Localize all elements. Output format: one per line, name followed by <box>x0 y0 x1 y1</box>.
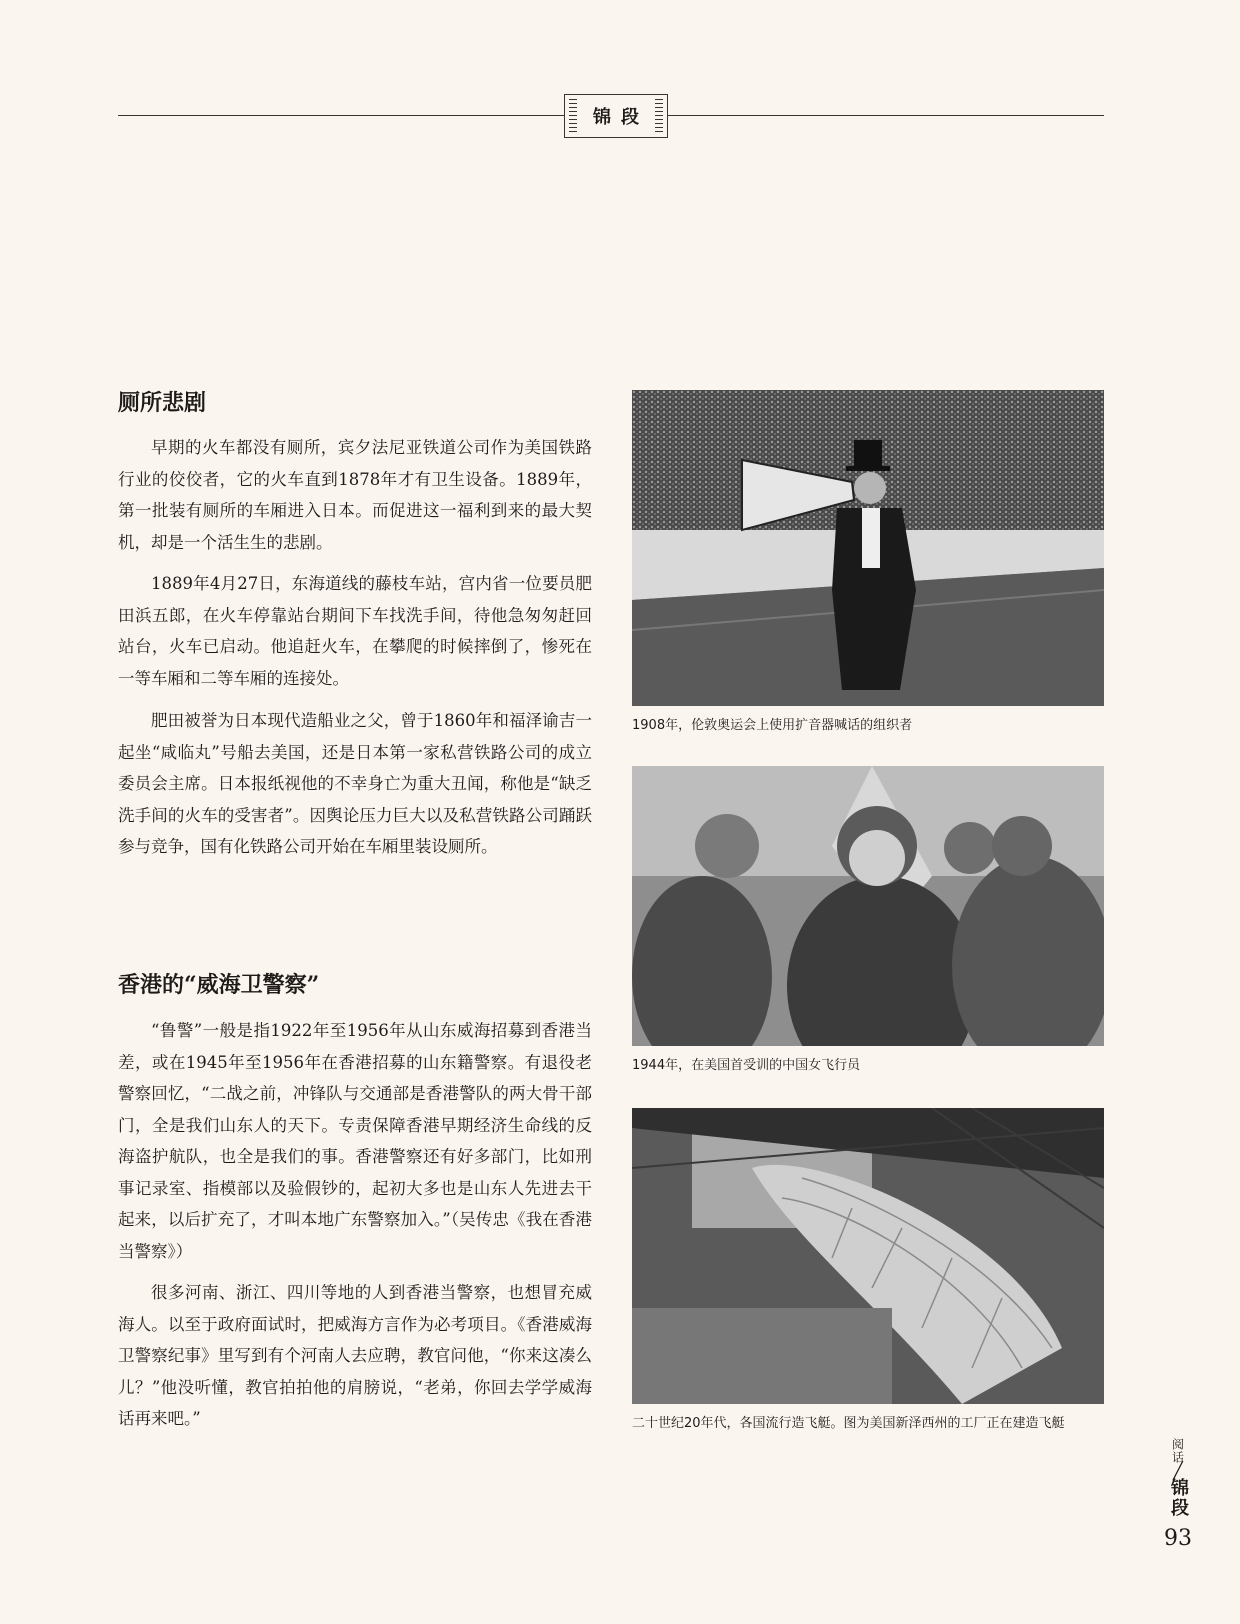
photo-caption: 1908年，伦敦奥运会上使用扩音器喊话的组织者 <box>632 718 913 733</box>
section-badge-label: 锦段 <box>593 107 649 128</box>
photo-airship-factory <box>632 1108 1104 1404</box>
photo-chinese-female-pilots <box>632 766 1104 1046</box>
photo-caption: 二十世纪20年代，各国流行造飞艇。图为美国新泽西州的工厂正在建造飞艇 <box>632 1416 1065 1431</box>
folio-category: 阅话 <box>1170 1438 1185 1464</box>
photo-caption: 1944年，在美国首受训的中国女飞行员 <box>632 1058 861 1073</box>
article-title-toilet-tragedy: 厕所悲剧 <box>118 390 207 416</box>
article-paragraph: 很多河南、浙江、四川等地的人到香港当警察，也想冒充威海人。以至于政府面试时，把威海方言作为必考项目。《香港威海卫警察纪事》里写到有个河南人去应聘，教官问他，“你来这凑么儿？”他没听懂，教官拍拍他的肩膀说，“老弟，你回去学学威海话再来吧。” <box>118 1283 592 1428</box>
article-paragraph: 早期的火车都没有厕所，宾夕法尼亚铁道公司作为美国铁路行业的佼佼者，它的火车直到1878年才有卫生设备。1889年，第一批装有厕所的车厢进入日本。而促进这一福利到来的最大契机，却是一个活生生的悲剧。 <box>118 438 592 552</box>
header-rule-right <box>668 115 1104 116</box>
article-paragraph: “鲁警”一般是指1922年至1956年从山东威海招募到香港当差，或在1945年至1956年在香港招募的山东籍警察。有退役老警察回忆，“二战之前，冲锋队与交通部是香港警队的两大骨干部门，全是我们山东人的天下。专责保障香港早期经济生命线的反海盗护航队，也全是我们的事。香港警察还有好多部门，比如刑事记录室、指模部以及验假钞的，起初大多也是山东人先进去干起来，以后扩充了，才叫本地广东警察加入。”（吴传忠《我在香港当警察》） <box>118 1021 592 1261</box>
page-number: 93 <box>1164 1526 1192 1551</box>
folio-section: 锦段 <box>1168 1478 1189 1518</box>
section-badge <box>564 94 668 138</box>
article-title-weihai-police: 香港的“威海卫警察” <box>118 972 320 998</box>
folio-divider: ╱ <box>1173 1461 1183 1480</box>
photo-megaphone-announcer <box>632 390 1104 706</box>
page-folio <box>1160 1438 1196 1551</box>
article-paragraph: 肥田被誉为日本现代造船业之父，曾于1860年和福泽谕吉一起坐“咸临丸”号船去美国，还是日本第一家私营铁路公司的成立委员会主席。日本报纸视他的不幸身亡为重大丑闻，称他是“缺乏洗手间的火车的受害者”。因舆论压力巨大以及私营铁路公司踊跃参与竞争，国有化铁路公司开始在车厢里装设厕所。 <box>118 711 592 856</box>
article-paragraph: 1889年4月27日，东海道线的藤枝车站，宫内省一位要员肥田浜五郎，在火车停靠站台期间下车找洗手间，待他急匆匆赶回站台，火车已启动。他追赶火车，在攀爬的时候摔倒了，惨死在一等车厢和二等车厢的连接处。 <box>118 574 592 688</box>
header-rule-left <box>118 115 564 116</box>
